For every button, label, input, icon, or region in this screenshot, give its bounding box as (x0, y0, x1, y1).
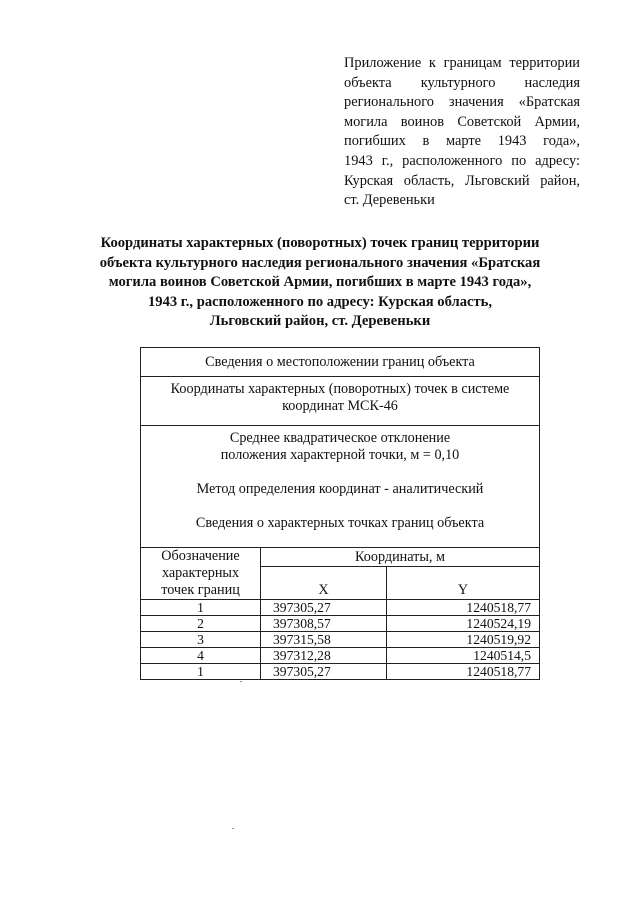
appendix-note (344, 54, 580, 211)
point-header-line: точек границ (161, 582, 240, 598)
table-row (141, 616, 540, 632)
appendix-line: регионального значения «Братская (344, 94, 580, 111)
table-row (141, 648, 540, 664)
accuracy-method-cell (141, 426, 540, 548)
points-header: Сведения о характерных точках границ объекта (195, 515, 485, 531)
coordinate-system-line: координат МСК-46 (282, 398, 398, 414)
y-column-header: Y (387, 567, 540, 600)
x-cell: 397312,28 (261, 648, 387, 664)
scan-speck (232, 828, 234, 829)
coordinate-system-line: Координаты характерных (поворотных) точек в системе (170, 381, 510, 397)
appendix-line: Приложение к границам территории (344, 55, 580, 71)
point-cell: 2 (141, 616, 261, 632)
location-header: Сведения о местоположении границ объекта (141, 348, 540, 377)
appendix-line: Курская область, Льговский район, (344, 172, 580, 189)
title-line: объекта культурного наследия регионального значения «Братская (99, 254, 541, 271)
x-cell: 397315,58 (261, 632, 387, 648)
title-line: Координаты характерных (поворотных) точек границ территории (100, 235, 540, 251)
y-cell: 1240524,19 (387, 616, 540, 632)
x-column-header: X (261, 567, 387, 600)
y-cell: 1240518,77 (387, 600, 540, 616)
appendix-line: погибших в марте 1943 года», (344, 133, 580, 150)
point-header-line: Обозначение (161, 548, 240, 564)
method-line: Метод определения координат - аналитический (196, 481, 484, 497)
coordinates-column-header: Координаты, м (261, 548, 540, 567)
table-row (141, 600, 540, 616)
point-cell: 1 (141, 664, 261, 680)
coordinate-system-header (141, 377, 540, 426)
document-title (60, 234, 580, 332)
point-column-header (141, 548, 261, 600)
accuracy-line: Среднее квадратическое отклонение (229, 430, 451, 446)
y-cell: 1240514,5 (387, 648, 540, 664)
point-cell: 4 (141, 648, 261, 664)
x-cell: 397305,27 (261, 664, 387, 680)
title-line: могила воинов Советской Армии, погибших в марте 1943 года», (108, 274, 532, 291)
x-cell: 397305,27 (261, 600, 387, 616)
y-cell: 1240519,92 (387, 632, 540, 648)
appendix-line: могила воинов Советской Армии, (344, 113, 580, 130)
appendix-line: ст. Деревеньки (344, 192, 435, 209)
appendix-line: объекта культурного наследия (344, 74, 580, 91)
point-cell: 3 (141, 632, 261, 648)
table-row (141, 632, 540, 648)
coordinates-table (140, 347, 540, 680)
y-cell: 1240518,77 (387, 664, 540, 680)
x-cell: 397308,57 (261, 616, 387, 632)
scan-speck (240, 681, 242, 682)
accuracy-line: положения характерной точки, м = 0,10 (220, 447, 460, 463)
point-header-line: характерных (161, 565, 240, 581)
table-row (141, 664, 540, 680)
title-line: Льговский район, ст. Деревеньки (209, 313, 431, 330)
appendix-line: 1943 г., расположенного по адресу: (344, 152, 580, 169)
point-cell: 1 (141, 600, 261, 616)
title-line: 1943 г., расположенного по адресу: Курская область, (147, 293, 493, 310)
